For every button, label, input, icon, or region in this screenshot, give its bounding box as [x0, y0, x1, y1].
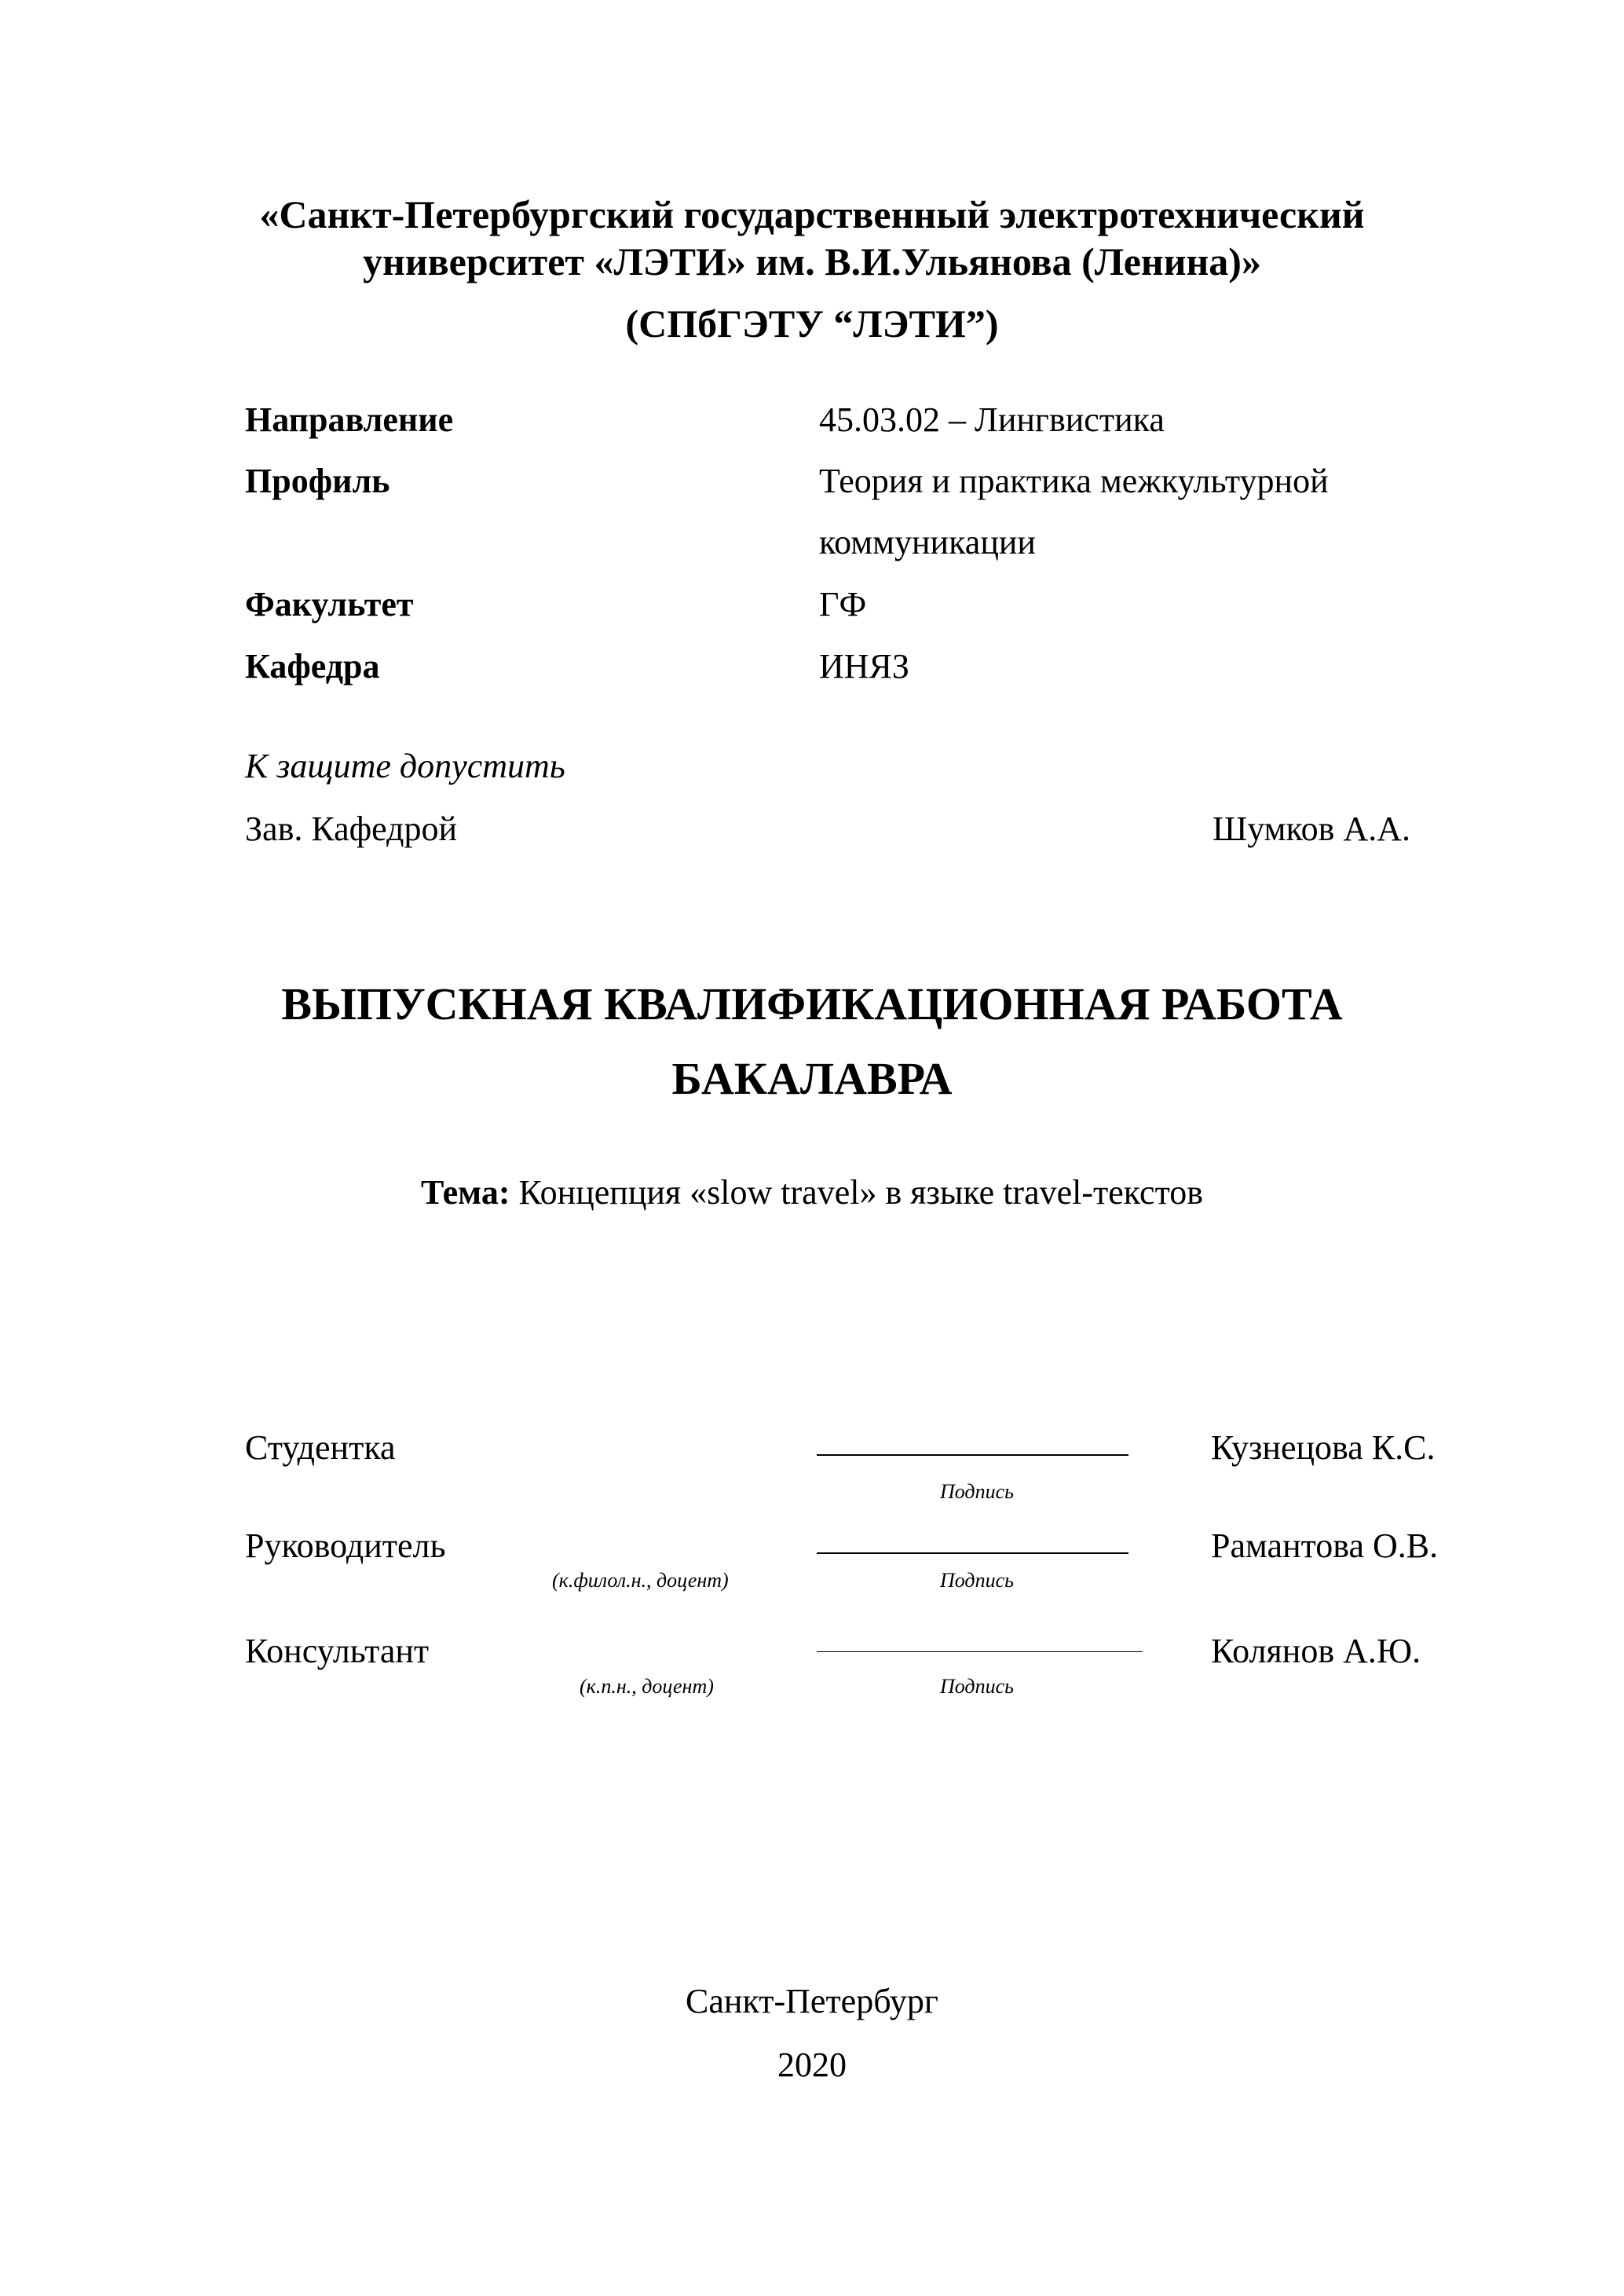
document-title-line-1: ВЫПУСКНАЯ КВАЛИФИКАЦИОННАЯ РАБОТА [281, 978, 1343, 1029]
signature-caption-student: Подпись [940, 1480, 1014, 1503]
signature-line-supervisor [817, 1552, 1128, 1554]
approval-note: К защите допустить [245, 747, 565, 785]
signature-name-supervisor: Рамантова О.В. [1211, 1526, 1439, 1565]
field-label-faculty: Факультет [245, 585, 414, 623]
document-title-line-2: БАКАЛАВРА [671, 1053, 953, 1104]
footer-year: 2020 [777, 2046, 847, 2084]
university-name-line-1: «Санкт-Петербургский государственный электротехнический [259, 192, 1365, 236]
signature-name-student: Кузнецова К.С. [1211, 1428, 1436, 1467]
signature-role-student: Студентка [245, 1428, 396, 1467]
university-abbreviation: (СПбГЭТУ “ЛЭТИ”) [625, 302, 999, 345]
signature-role-supervisor: Руководитель [245, 1526, 446, 1565]
signature-line-consultant [817, 1651, 1143, 1652]
field-label-department: Кафедра [245, 647, 380, 686]
signature-line-student [817, 1454, 1128, 1456]
signature-credentials-consultant: (к.п.н., доцент) [580, 1675, 714, 1698]
signature-name-consultant: Колянов А.Ю. [1211, 1632, 1421, 1670]
topic-label: Тема: [420, 1173, 510, 1212]
field-label-direction: Направление [245, 400, 454, 439]
field-label-profile: Профиль [245, 462, 390, 500]
field-value-faculty: ГФ [819, 585, 867, 623]
signature-credentials-supervisor: (к.филол.н., доцент) [552, 1569, 729, 1592]
topic-text: Концепция «slow travel» в языке travel-текстов [510, 1173, 1204, 1212]
signature-caption-consultant: Подпись [940, 1675, 1014, 1698]
signature-caption-supervisor: Подпись [940, 1569, 1014, 1592]
field-value-profile-line-2: коммуникации [819, 523, 1036, 561]
topic [0, 1172, 1624, 1213]
university-name-line-2: университет «ЛЭТИ» им. В.И.Ульянова (Ленина)» [363, 239, 1261, 283]
field-value-direction: 45.03.02 – Лингвистика [819, 400, 1165, 439]
signature-role-consultant: Консультант [245, 1632, 430, 1670]
footer-city: Санкт-Петербург [686, 1982, 938, 2020]
field-value-profile-line-1: Теория и практика межкультурной [819, 462, 1329, 500]
approval-role: Зав. Кафедрой [245, 810, 458, 848]
field-value-department: ИНЯЗ [819, 647, 909, 686]
approval-name: Шумков А.А. [1212, 810, 1410, 848]
